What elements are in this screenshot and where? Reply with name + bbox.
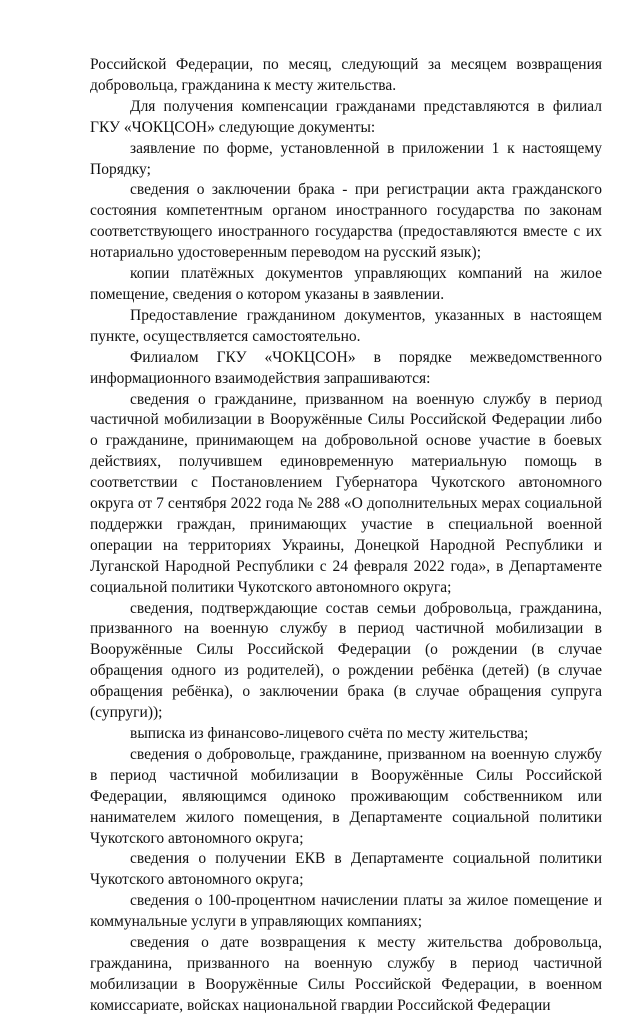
document-page <box>90 55 602 1017</box>
paragraph-2: Для получения компенсации гражданами представляются в филиал ГКУ «ЧОКЦСОН» следующие документы: <box>90 97 602 136</box>
paragraph-3: заявление по форме, установленной в приложении 1 к настоящему Порядку; <box>90 139 602 178</box>
paragraph-7: Филиалом ГКУ «ЧОКЦСОН» в порядке межведомственного информационного взаимодействия запрашиваются: <box>90 348 602 387</box>
paragraph-1: Российской Федерации, по месяц, следующий за месяцем возвращения добровольца, гражданина к месту жительства. <box>90 56 602 94</box>
paragraph-9: сведения, подтверждающие состав семьи добровольца, гражданина, призванного на военную службу в период частичной мобилизации в Вооружённые Силы Российской Федерации (о рождении (в случае обращения одного из родителей), о рождении ребёнка (детей) (в случае обращения ребёнка), о заключении брака (в случае обращения супруга (супруги)); <box>90 599 602 722</box>
paragraph-12: сведения о получении ЕКВ в Департаменте социальной политики Чукотского автономного округа; <box>90 850 602 889</box>
paragraph-5: копии платёжных документов управляющих компаний на жилое помещение, сведения о котором указаны в заявлении. <box>90 265 602 303</box>
paragraph-10: выписка из финансово-лицевого счёта по месту жительства; <box>130 725 529 742</box>
paragraph-6: Предоставление гражданином документов, указанных в настоящем пункте, осуществляется самостоятельно. <box>90 306 602 345</box>
paragraph-11: сведения о добровольце, гражданине, призванном на военную службу в период частичной мобилизации в Вооружённые Силы Российской Федерации, являющимся одиноко проживающим собственником или нанимателем жилого помещения, в Департаменте социальной политики Чукотского автономного округа; <box>90 745 602 847</box>
paragraph-14: сведения о дате возвращения к месту жительства добровольца, гражданина, призванного на военную службу в период частичной мобилизации в Вооружённые Силы Российской Федерации, в военном комиссариате, войсках национальной гвардии Российской Федерации <box>90 934 602 1014</box>
paragraph-4: сведения о заключении брака - при регистрации акта гражданского состояния компетентным органом иностранного государства по законам соответствующего иностранного государства (предоставляются вместе с их нотариально удостоверенным переводом на русский язык); <box>90 181 602 262</box>
paragraph-13: сведения о 100-процентном начислении платы за жилое помещение и коммунальные услуги в управляющих компаниях; <box>90 892 602 931</box>
paragraph-8: сведения о гражданине, призванном на военную службу в период частичной мобилизации в Вооружённые Силы Российской Федерации либо о гражданине, принимающем на добровольной основе участие в боевых действиях, получившем единовременную материальную помощь в соответствии с Постановлением Губернатора Чукотского автономного округа от 7 сентября 2022 года № 288 «О дополнительных мерах социальной поддержки граждан, принимающих участие в специальной военной операции на территориях Украины, Донецкой Народной Республики и Луганской Народной Республики с 24 февраля 2022 года», в Департаменте социальной политики Чукотского автономного округа; <box>90 390 602 596</box>
